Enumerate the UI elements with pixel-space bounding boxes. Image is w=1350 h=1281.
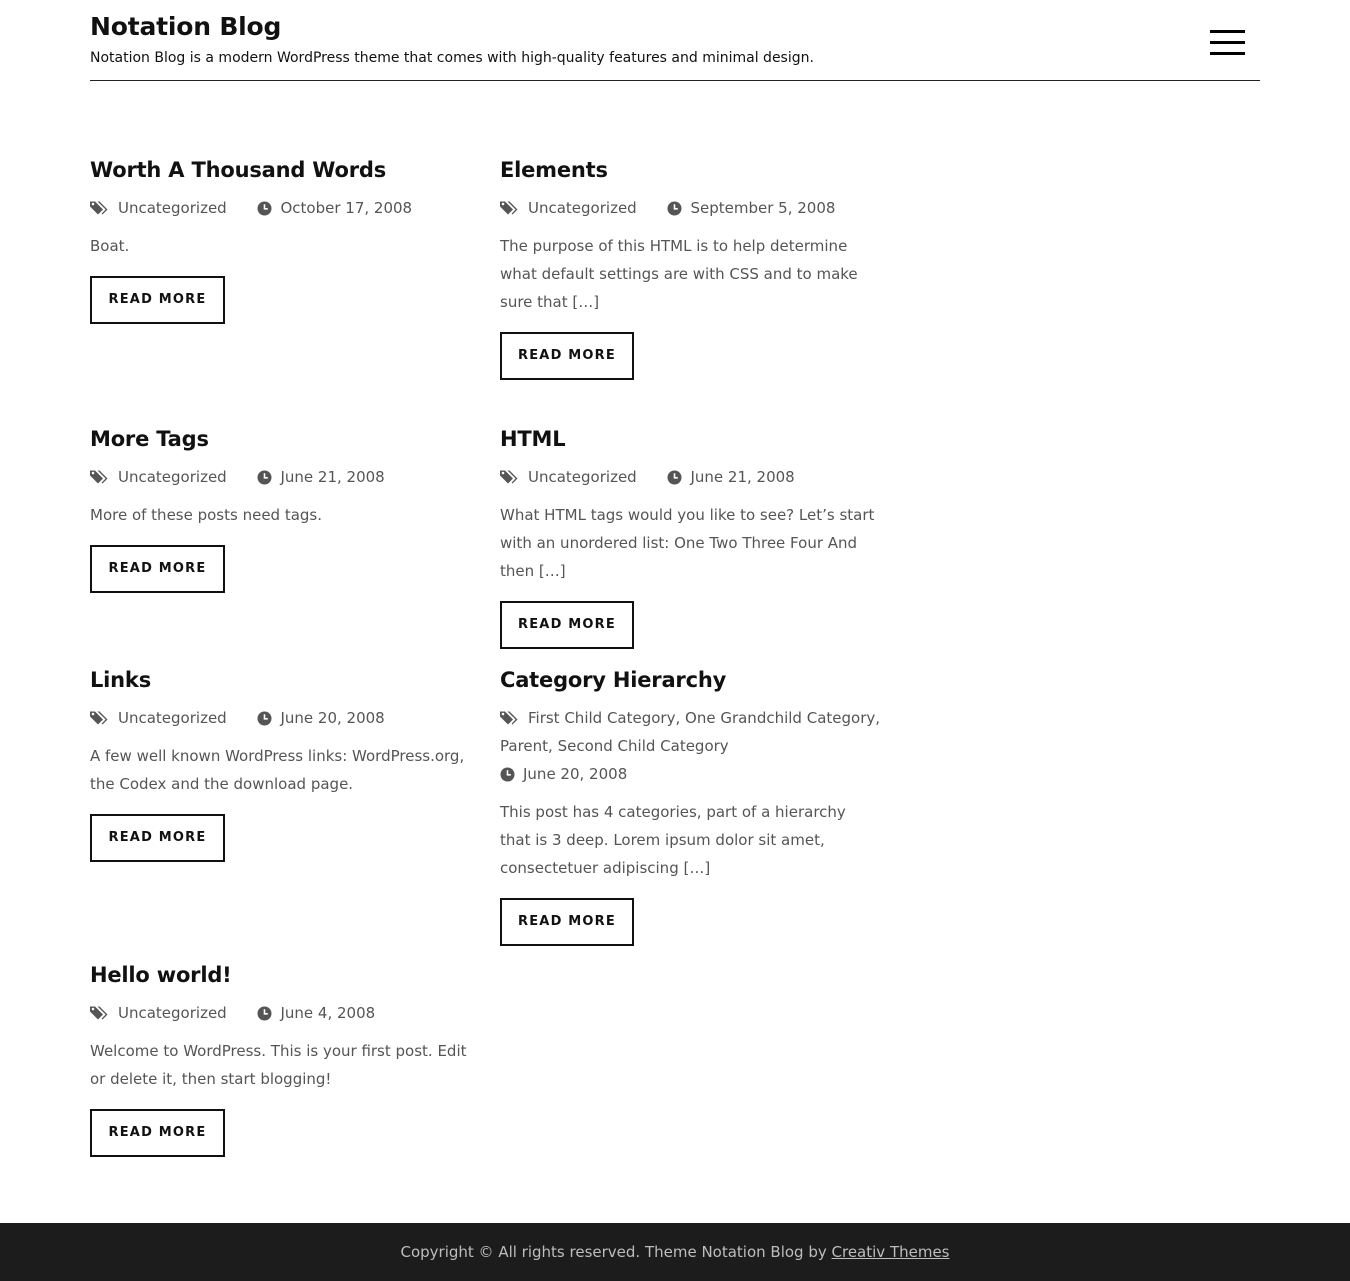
category-link[interactable]: Uncategorized bbox=[528, 468, 637, 486]
read-more-button[interactable]: READ MORE bbox=[500, 332, 634, 380]
post-card bbox=[90, 425, 470, 593]
post-meta bbox=[500, 704, 880, 788]
category-link[interactable]: Uncategorized bbox=[528, 199, 637, 217]
post-date-link[interactable]: June 20, 2008 bbox=[523, 765, 628, 783]
post-meta bbox=[90, 704, 470, 732]
tags-icon bbox=[90, 710, 110, 726]
post-title[interactable]: Worth A Thousand Words bbox=[90, 158, 387, 182]
post-excerpt: Welcome to WordPress. This is your first post. Edit or delete it, then start blogging! bbox=[90, 1042, 467, 1088]
post-date-link[interactable]: June 4, 2008 bbox=[280, 1004, 376, 1022]
post-meta bbox=[500, 463, 880, 491]
post-card bbox=[90, 156, 470, 324]
tags-icon bbox=[500, 710, 520, 726]
post-title[interactable]: Elements bbox=[500, 158, 608, 182]
footer-copyright: Copyright © All rights reserved. Theme Notation Blog by bbox=[400, 1243, 832, 1261]
post-date-link[interactable]: June 21, 2008 bbox=[280, 468, 385, 486]
site-footer bbox=[0, 1223, 1350, 1281]
post-date bbox=[257, 199, 412, 217]
post-categories bbox=[90, 1004, 231, 1022]
post-categories bbox=[90, 709, 231, 727]
post-meta bbox=[500, 194, 880, 222]
site-header bbox=[90, 0, 1260, 81]
post-date bbox=[667, 468, 794, 486]
category-link[interactable]: Uncategorized bbox=[118, 1004, 227, 1022]
post-categories bbox=[90, 199, 231, 217]
post-meta bbox=[90, 999, 470, 1027]
read-more-button[interactable]: READ MORE bbox=[90, 276, 225, 324]
post-date bbox=[257, 468, 384, 486]
clock-icon bbox=[257, 1006, 272, 1021]
post-card bbox=[500, 156, 880, 380]
post-excerpt: More of these posts need tags. bbox=[90, 506, 323, 524]
clock-icon bbox=[667, 470, 682, 485]
category-link[interactable]: Uncategorized bbox=[118, 468, 227, 486]
hamburger-menu-icon[interactable] bbox=[1210, 30, 1245, 56]
post-date bbox=[500, 760, 880, 788]
read-more-button[interactable]: READ MORE bbox=[500, 601, 634, 649]
post-card bbox=[90, 666, 470, 862]
clock-icon bbox=[667, 201, 682, 216]
post-card bbox=[500, 425, 880, 649]
footer-credit-link[interactable]: Creativ Themes bbox=[831, 1243, 950, 1261]
post-categories bbox=[500, 468, 641, 486]
post-excerpt: What HTML tags would you like to see? Let’s start with an unordered list: One Two Three Four And then […] bbox=[500, 506, 875, 580]
read-more-button[interactable]: READ MORE bbox=[90, 545, 225, 593]
clock-icon bbox=[257, 470, 272, 485]
post-title[interactable]: Links bbox=[90, 668, 151, 692]
tags-icon bbox=[90, 1005, 110, 1021]
post-title[interactable]: Category Hierarchy bbox=[500, 668, 727, 692]
post-card bbox=[90, 961, 470, 1157]
read-more-button[interactable]: READ MORE bbox=[90, 1109, 225, 1157]
post-meta bbox=[90, 463, 470, 491]
post-excerpt: This post has 4 categories, part of a hierarchy that is 3 deep. Lorem ipsum dolor sit amet, consectetuer adipiscing […] bbox=[500, 803, 846, 877]
post-categories bbox=[90, 468, 231, 486]
clock-icon bbox=[257, 711, 272, 726]
category-link[interactable]: Uncategorized bbox=[118, 709, 227, 727]
site-title[interactable]: Notation Blog bbox=[90, 12, 282, 41]
read-more-button[interactable]: READ MORE bbox=[500, 898, 634, 946]
tags-icon bbox=[500, 200, 520, 216]
category-link[interactable]: Second Child Category bbox=[557, 737, 729, 755]
category-link[interactable]: First Child Category bbox=[528, 709, 676, 727]
clock-icon bbox=[257, 201, 272, 216]
post-excerpt: The purpose of this HTML is to help determine what default settings are with CSS and to make sure that […] bbox=[500, 237, 858, 311]
post-categories bbox=[500, 199, 641, 217]
post-card bbox=[500, 666, 880, 946]
post-title[interactable]: Hello world! bbox=[90, 963, 232, 987]
post-date bbox=[667, 199, 835, 217]
post-date-link[interactable]: June 21, 2008 bbox=[690, 468, 795, 486]
post-title[interactable]: More Tags bbox=[90, 427, 209, 451]
post-categories: First Child Category, One Grandchild Category, Parent, Second Child Category bbox=[500, 709, 881, 755]
category-link[interactable]: Uncategorized bbox=[118, 199, 227, 217]
tags-icon bbox=[90, 200, 110, 216]
post-date-link[interactable]: June 20, 2008 bbox=[280, 709, 385, 727]
post-excerpt: Boat. bbox=[90, 237, 130, 255]
category-link[interactable]: Parent bbox=[500, 737, 549, 755]
site-description: Notation Blog is a modern WordPress theme that comes with high-quality features and minimal design. bbox=[90, 50, 814, 66]
post-date-link[interactable]: September 5, 2008 bbox=[690, 199, 836, 217]
read-more-button[interactable]: READ MORE bbox=[90, 814, 225, 862]
post-title[interactable]: HTML bbox=[500, 427, 566, 451]
tags-icon bbox=[500, 469, 520, 485]
post-date bbox=[257, 1004, 375, 1022]
tags-icon bbox=[90, 469, 110, 485]
category-link[interactable]: One Grandchild Category bbox=[685, 709, 876, 727]
post-meta bbox=[90, 194, 470, 222]
post-date bbox=[257, 709, 384, 727]
post-date-link[interactable]: October 17, 2008 bbox=[280, 199, 413, 217]
post-excerpt: A few well known WordPress links: WordPress.org, the Codex and the download page. bbox=[90, 747, 465, 793]
clock-icon bbox=[500, 767, 515, 782]
